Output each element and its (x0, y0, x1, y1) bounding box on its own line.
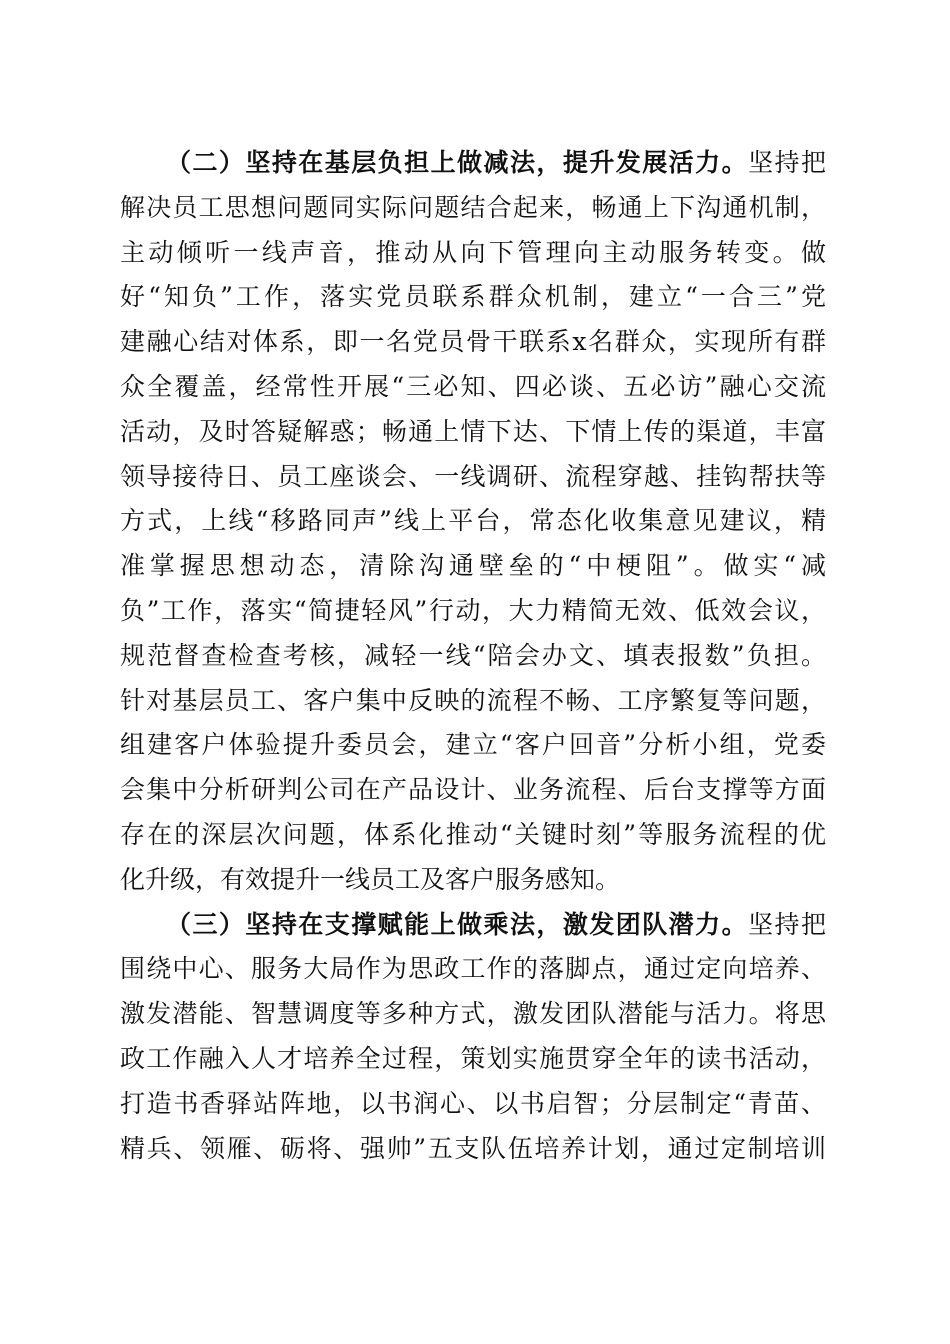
text-line: 政工作融入人才培养全过程，策划实施贯穿全年的读书活动， (120, 1043, 826, 1073)
text-line: 好“知负”工作，落实党员联系群众机制，建立“一合三”党 (120, 282, 826, 312)
text-line: 化升级，有效提升一线员工及客户服务感知。 (120, 864, 621, 894)
text-line: 领导接待日、员工座谈会、一线调研、流程穿越、挂钩帮扶等 (120, 461, 826, 491)
text-line: 活动，及时答疑解惑；畅通上情下达、下情上传的渠道，丰富 (120, 416, 826, 446)
text-line: 精兵、领雁、砺将、强帅”五支队伍培养计划，通过定制培训 (120, 1133, 826, 1163)
text-line: 打造书香驿站阵地，以书润心、以书启智；分层制定“青苗、 (120, 1088, 826, 1118)
text-line: 众全覆盖，经常性开展“三必知、四必谈、五必访”融心交流 (120, 371, 826, 401)
text-line: 会集中分析研判公司在产品设计、业务流程、后台支撑等方面 (120, 775, 826, 805)
text-line: 准掌握思想动态，清除沟通壁垒的“中梗阻”。做实“减 (120, 551, 826, 581)
text-line: 解决员工思想问题同实际问题结合起来，畅通上下沟通机制， (120, 192, 826, 222)
paragraph-3 (120, 903, 826, 1172)
text-line: 主动倾听一线声音，推动从向下管理向主动服务转变。做 (120, 237, 826, 267)
paragraph-first-line (120, 141, 826, 186)
text-line: 围绕中心、服务大局作为思政工作的落脚点，通过定向培养、 (120, 954, 826, 984)
document-page (120, 141, 826, 1171)
text-line: 负”工作，落实“简捷轻风”行动，大力精简无效、低效会议， (120, 595, 826, 625)
text-line: 激发潜能、智慧调度等多种方式，激发团队潜能与活力。将思 (120, 999, 826, 1029)
text-line: 建融心结对体系，即一名党员骨干联系x名群众，实现所有群 (120, 327, 826, 357)
text-line: 规范督查检查考核，减轻一线“陪会办文、填表报数”负担。 (120, 640, 826, 670)
section-heading: （三）坚持在支撑赋能上做乘法，激发团队潜力。 (166, 909, 749, 939)
text-line: 组建客户体验提升委员会，建立“客户回音”分析小组，党委 (120, 730, 826, 760)
section-heading: （二）坚持在基层负担上做减法，提升发展活力。 (166, 148, 749, 177)
text-line: 针对基层员工、客户集中反映的流程不畅、工序繁复等问题， (120, 685, 826, 715)
paragraph-first-line (120, 903, 826, 948)
text-line: 方式，上线“移路同声”线上平台，常态化收集意见建议，精 (120, 506, 826, 536)
body-text: 坚持把 (748, 148, 826, 177)
body-text: 坚持把 (748, 909, 826, 939)
paragraph-2 (120, 141, 826, 903)
text-line: 存在的深层次问题，体系化推动“关键时刻”等服务流程的优 (120, 819, 826, 849)
